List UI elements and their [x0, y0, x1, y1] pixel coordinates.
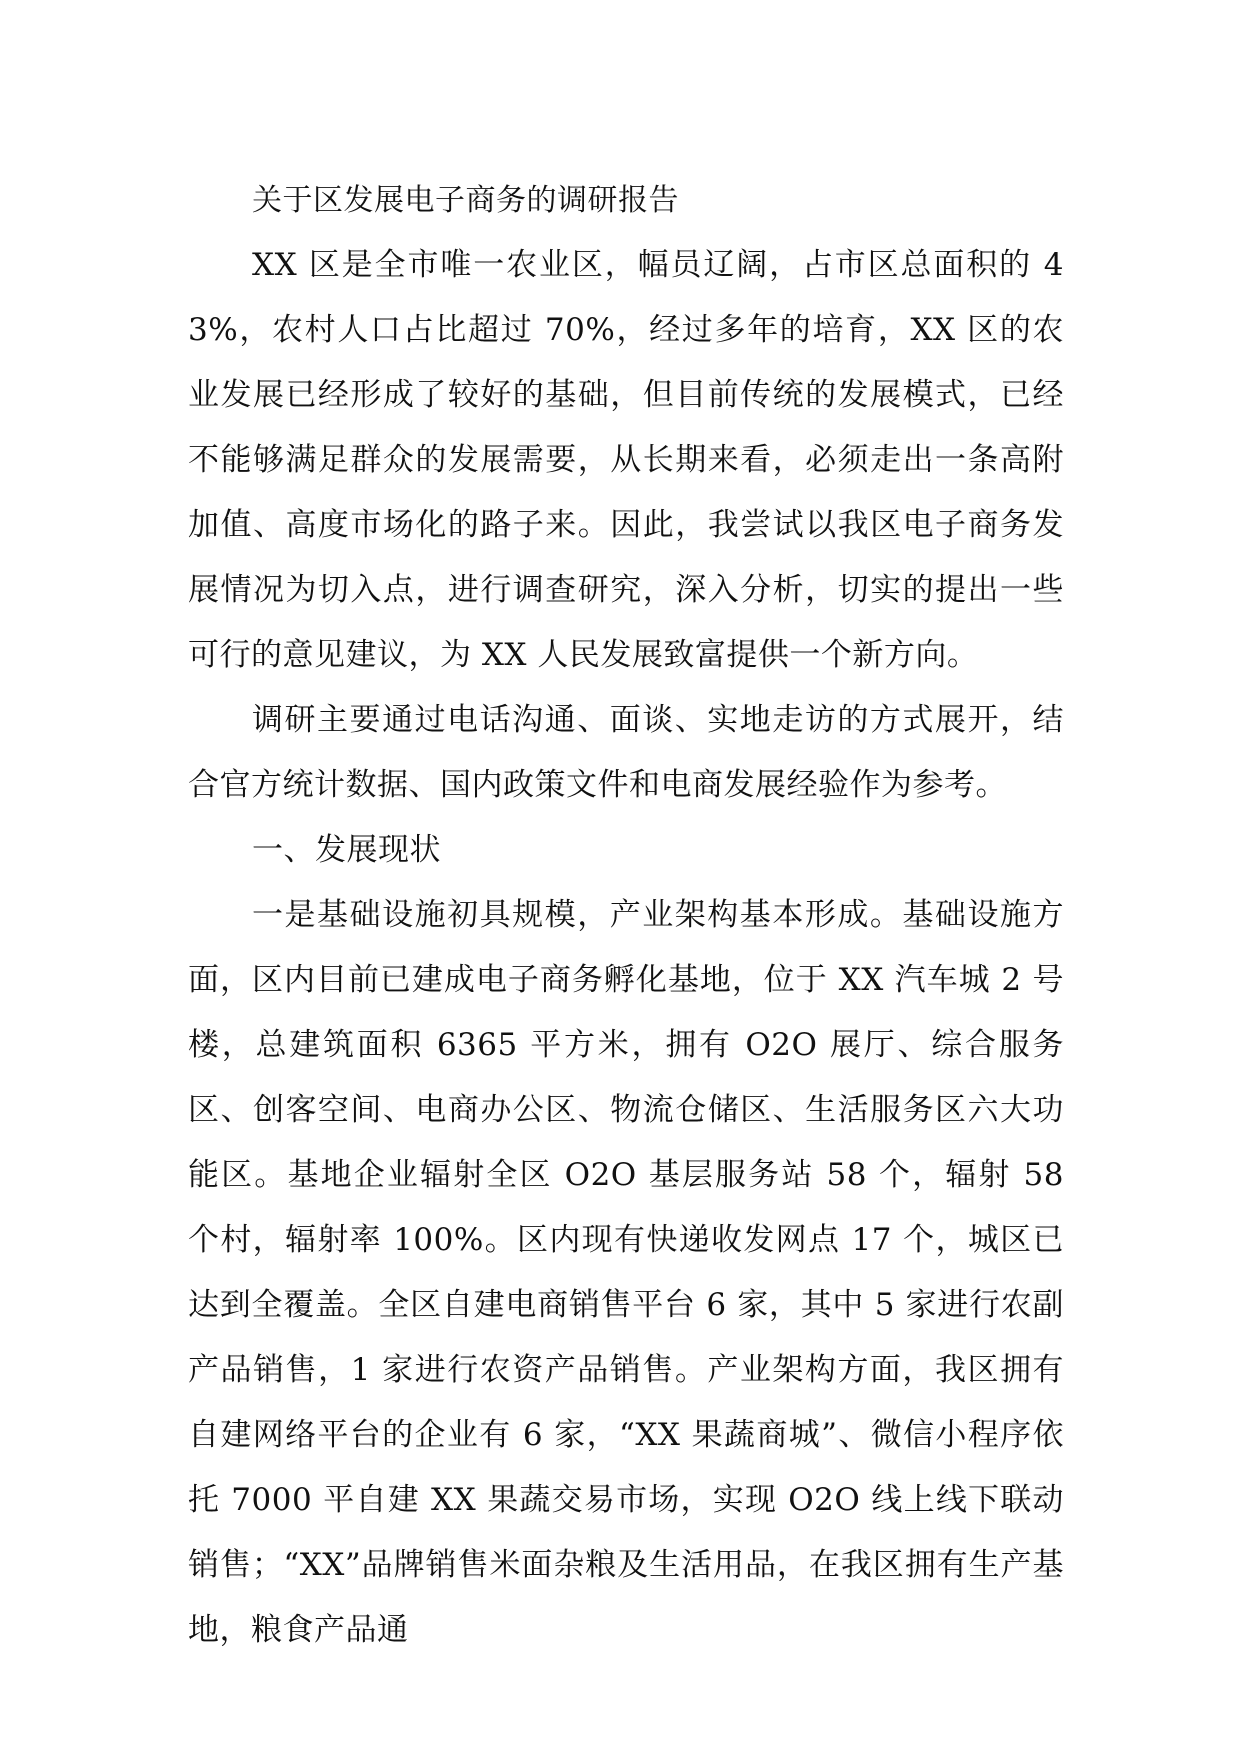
document-title: 关于区发展电子商务的调研报告 [252, 183, 679, 218]
section-paragraph: 一是基础设施初具规模，产业架构基本形成。基础设施方面，区内目前已建成电子商务孵化基地，位于 XX 汽车城 2 号楼，总建筑面积 6365 平方米，拥有 O2O 展厅、综合服务区、创客空间、电商办公区、物流仓储区、生活服务区六大功能区。基地企业辐射全区 O2O 基层服务站 58 个，辐射 58 个村，辐射率 100%。区内现有快递收发网点 17 个，城区已达到全覆盖。全区自建电商销售平台 6 家，其中 5 家进行农副产品销售，1 家进行农资产品销售。产业架构方面，我区拥有自建网络平台的企业有 6 家，“XX 果蔬商城”、微信小程序依托 7000 平自建 XX 果蔬交易市场，实现 O2O 线上线下联动销售；“XX”品牌销售米面杂粮及生活用品，在我区拥有生产基地，粮食产品通 [188, 897, 1064, 1648]
intro-paragraph: XX 区是全市唯一农业区，幅员辽阔，占市区总面积的 43%，农村人口占比超过 70%，经过多年的培育，XX 区的农业发展已经形成了较好的基础，但目前传统的发展模式，已经不能够满足群众的发展需要，从长期来看，必须走出一条高附加值、高度市场化的路子来。因此，我尝试以我区电子商务发展情况为切入点，进行调查研究，深入分析，切实的提出一些可行的意见建议，为 XX 人民发展致富提供一个新方向。 [188, 247, 1064, 673]
document-body [188, 168, 1064, 1663]
method-paragraph: 调研主要通过电话沟通、面谈、实地走访的方式展开，结合官方统计数据、国内政策文件和电商发展经验作为参考。 [188, 702, 1064, 803]
section-heading: 一、发展现状 [252, 832, 441, 868]
